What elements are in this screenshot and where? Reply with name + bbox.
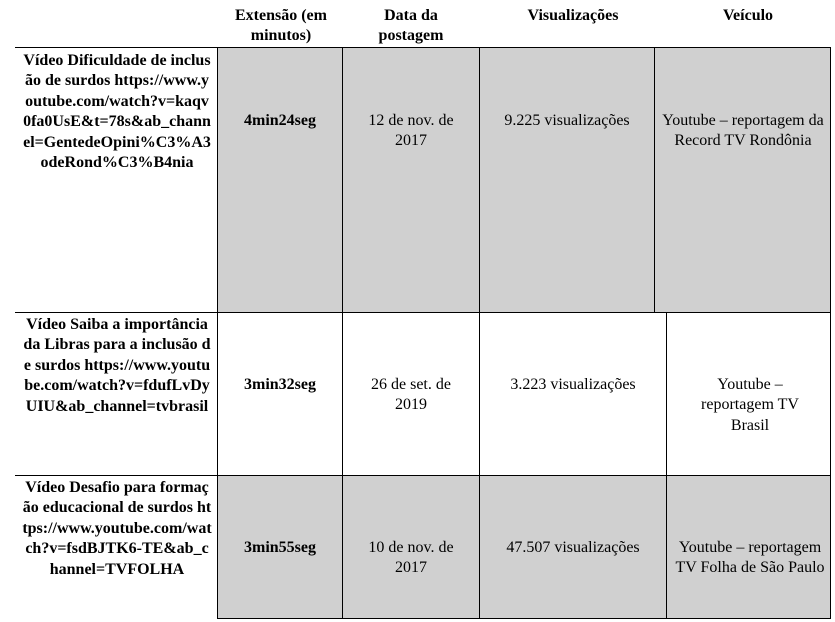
row2-vehicle: Youtube – reportagem TV Brasil <box>701 376 799 434</box>
row1-views: 9.225 visualizações <box>504 112 630 129</box>
row3-views: 47.507 visualizações <box>506 539 640 556</box>
row2-duration: 3min32seg <box>244 376 316 393</box>
row2-views: 3.223 visualizações <box>510 376 636 393</box>
header-date: Data da postagem <box>378 7 444 44</box>
row2-date: 26 de set. de 2019 <box>371 376 451 414</box>
row1-duration: 4min24seg <box>244 112 316 129</box>
row3-video: Vídeo Desafio para formação educacional de surdos https://www.youtube.com/watch?v=fsdBJTK6-TE&ab_channel=TVFOLHA <box>22 479 212 578</box>
row3-date: 10 de nov. de 2017 <box>368 539 454 577</box>
row1-vehicle: Youtube – reportagem da Record TV Rondônia <box>662 112 824 150</box>
header-duration: Extensão (em minutos) <box>235 7 327 44</box>
row-divider <box>217 618 831 619</box>
row2-video: Vídeo Saiba a importância da Libras para a inclusão de surdos https://www.youtube.com/watch?v=fdufLvDyUIU&ab_channel=tvbrasil <box>23 316 211 415</box>
row-divider <box>15 47 831 48</box>
column-divider <box>654 47 655 312</box>
row1-date: 12 de nov. de 2017 <box>368 112 454 150</box>
row-divider <box>15 312 831 313</box>
header-views: Visualizações <box>527 7 619 24</box>
row-divider <box>15 475 831 476</box>
row3-vehicle: Youtube – reportagem TV Folha de São Paulo <box>675 539 825 577</box>
column-divider <box>342 47 343 619</box>
row3-duration: 3min55seg <box>244 539 316 556</box>
column-divider <box>217 47 218 619</box>
column-divider <box>830 47 831 619</box>
row1-fill <box>218 48 831 312</box>
row1-video: Vídeo Dificuldade de inclusão de surdos https://www.youtube.com/watch?v=kaqv0fa0UsE&t=78s&ab_channel=GentedeOpini%C3%A3odeRond%C3%B4nia <box>23 52 211 172</box>
header-vehicle: Veículo <box>722 7 774 24</box>
column-divider <box>479 47 480 619</box>
column-divider <box>666 312 667 619</box>
